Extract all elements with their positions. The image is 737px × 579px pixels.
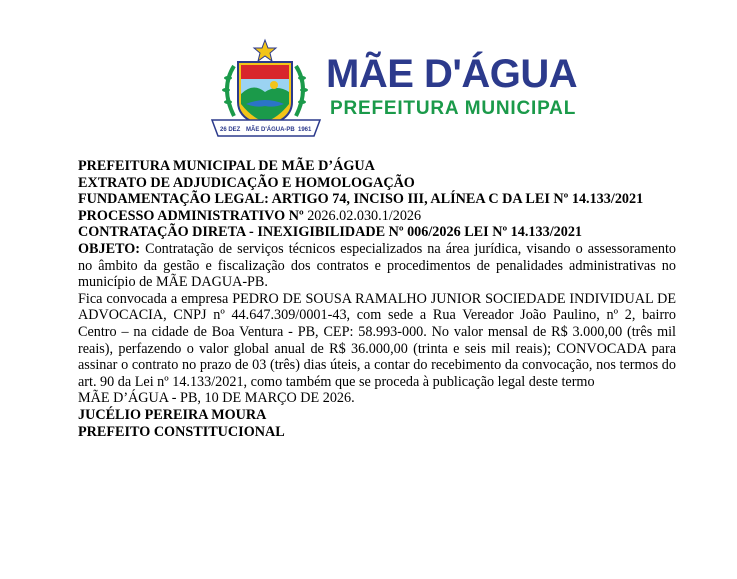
document-body (78, 158, 676, 440)
signer-name: JUCÉLIO PEREIRA MOURA (78, 406, 267, 423)
star-icon (254, 40, 276, 61)
municipal-logo (208, 38, 578, 138)
convocacao-paragraph: Fica convocada a empresa PEDRO DE SOUSA RAMALHO JUNIOR SOCIEDADE INDIVIDUAL DE ADVOCACIA, CNPJ nº 44.647.309/0001-43, com sede a Rua Vereador João Paulino, nº 2, bairro Centro – na cidade de Boa Ventura - PB, CEP: 58.993-000. No valor mensal de R$ 3.000,00 (três mil reais), perfazendo o valor global anual de R$ 36.000,00 (trinta e seis mil reais); CONVOCADA para assinar o contrato no prazo de 03 (três) dias úteis, a contar do recebimento da convocação, nos termos do art. 90 da Lei nº 14.133/2021, como também que se proceda à publicação legal deste termo (78, 290, 676, 390)
processo-value: 2026.02.030.1/2026 (307, 207, 422, 224)
date-line: MÃE D’ÁGUA - PB, 10 DE MARÇO DE 2026. (78, 390, 355, 407)
brand-subtitle: PREFEITURA MUNICIPAL (330, 98, 577, 119)
processo-label: PROCESSO ADMINISTRATIVO Nº (78, 207, 304, 224)
ribbon-center-text: MÃE D'ÁGUA-PB (246, 127, 295, 133)
objeto-text: Contratação de serviços técnicos especializados na área jurídica, visando o assessoramento no âmbito da gestão e fiscalização dos contratos e procedimentos de penalidades administrativas no município de MÃE DAGUA-PB. (78, 240, 676, 291)
brand-name: MÃE D'ÁGUA (326, 52, 578, 96)
objeto-paragraph (78, 241, 676, 291)
heading-fundamentacao: FUNDAMENTAÇÃO LEGAL: ARTIGO 74, INCISO III, ALÍNEA C DA LEI Nº 14.133/2021 (78, 191, 644, 208)
signer-title: PREFEITO CONSTITUCIONAL (78, 423, 285, 440)
ribbon-left-text: 26 DEZ (220, 127, 241, 133)
processo-line (78, 208, 676, 225)
coat-of-arms-emblem (208, 38, 326, 138)
ribbon-right-text: 1961 (298, 127, 312, 133)
heading-prefeitura: PREFEITURA MUNICIPAL DE MÃE D’ÁGUA (78, 158, 375, 174)
objeto-label: OBJETO: (78, 240, 141, 257)
heading-contratacao: CONTRATAÇÃO DIRETA - INEXIGIBILIDADE Nº 006/2026 LEI Nº 14.133/2021 (78, 224, 583, 241)
heading-extrato: EXTRATO DE ADJUDICAÇÃO E HOMOLOGAÇÃO (78, 174, 415, 191)
